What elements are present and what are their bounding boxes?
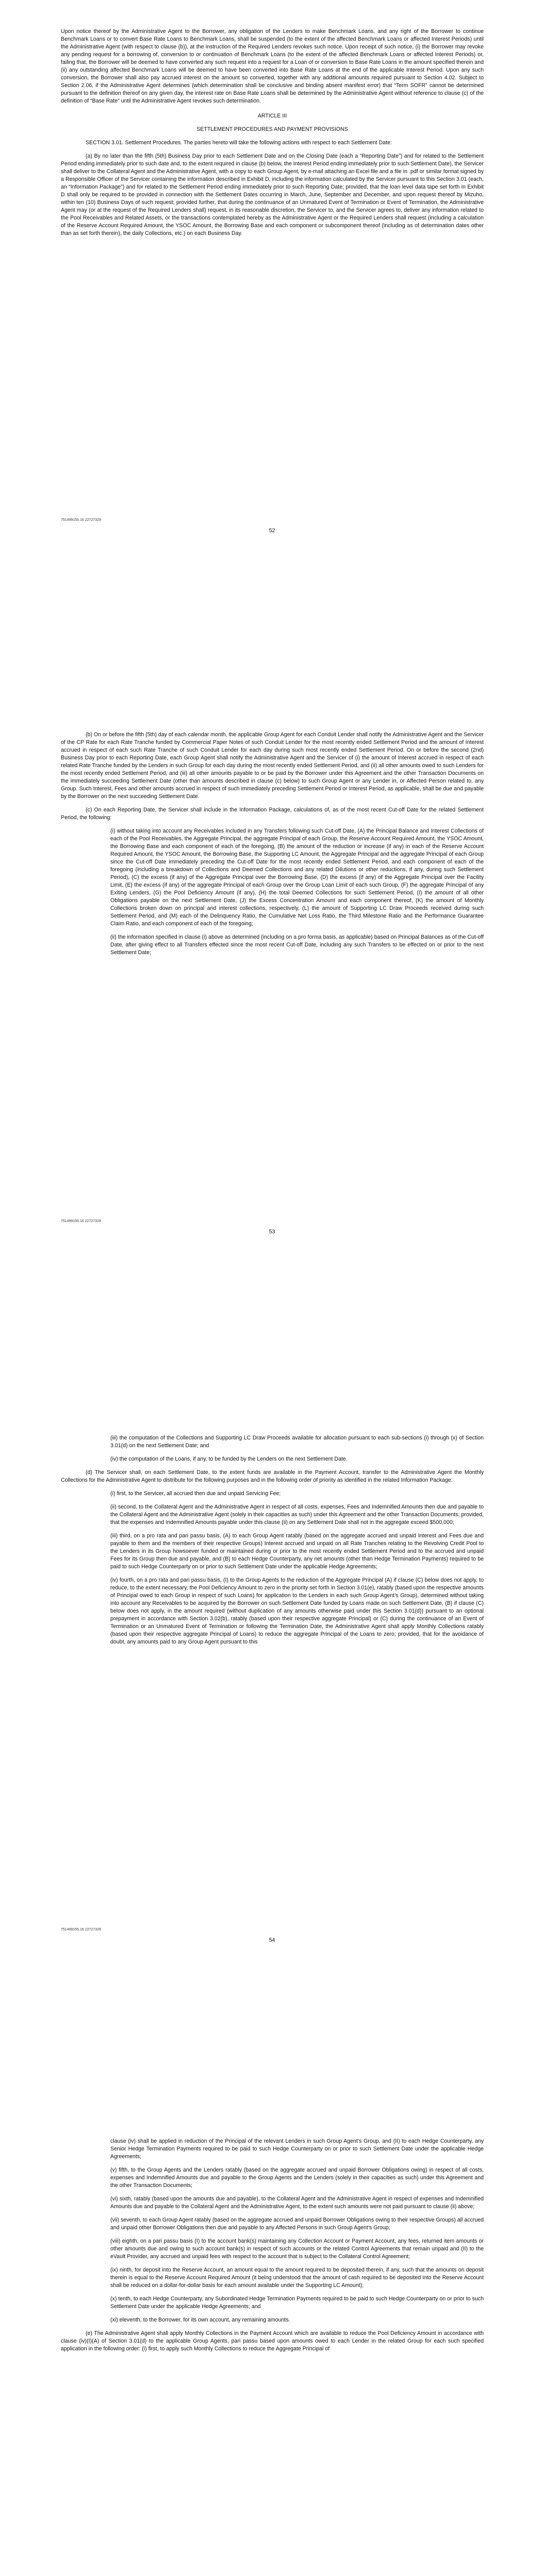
- article-title: SETTLEMENT PROCEDURES AND PAYMENT PROVISIONS: [196, 126, 348, 132]
- article-heading: ARTICLE III: [257, 113, 287, 119]
- subparagraph: (iii) the computation of the Collections and Supporting LC Draw Proceeds available for allocation pursuant to each sub-sections (i) through (x) of Section 3.01(d) on the next Settlement Date; and: [110, 1435, 484, 1449]
- paragraph: Upon notice thereof by the Administrative Agent to the Borrower, any obligation of the Lenders to make Benchmark Loans, and any right of the Borrower to continue Benchmark Loans or to convert Base Rate Loans to Benchmark Loans, shall be suspended (to the extent of the affected Benchmark Loans or affected Interest Periods) until the Administrative Agent (with respect to clause (b)), at the instruction of the Required Lenders revokes such notice. Upon receipt of such notice, (i) the Borrower may revoke any pending request for a borrowing of, conversion to or continuation of Benchmark Loans (to the extent of the affected Benchmark Loans or affected Interest Periods) or, failing that, the Borrower will be deemed to have converted any such request into a request for a Loan of or conversion to Base Rate Loans in the amount specified therein and (ii) any outstanding affected Benchmark Loans will be deemed to have been converted into Base Rate Loans at the end of the applicable Interest Period. Upon any such conversion, the Borrower shall also pay accrued interest on the amount so converted, together with any additional amounts required pursuant to Section 4.02. Subject to Section 2.06, if the Administrative Agent determines (which determination shall be conclusive and binding absent manifest error) that “Term SOFR” cannot be determined pursuant to the definition thereof on any given day, the interest rate on Base Rate Loans shall be determined by the Administrative Agent without reference to clause (c) of the definition of “Base Rate” until the Administrative Agent revokes such determination.: [61, 28, 484, 104]
- subparagraph: (vii) seventh, to each Group Agent ratably (based on the aggregate accrued and unpaid Borrower Obligations owing to their respective Groups) all accrued and unpaid other Borrower Obligations then due and payable to any Affected Persons in such Group Agent’s Group;: [110, 2217, 484, 2231]
- subparagraph: (ii) second, to the Collateral Agent and the Administrative Agent in respect of all costs, expenses, Fees and Indemnified Amounts then due and payable to the Collateral Agent and the Administrative Agent (solely in their capacities as such) under this Agreement and the other Transaction Documents; provided, that the expenses and Indemnified Amounts payable under this clause (ii) on any Settlement Date shall not in the aggregate exceed $500,000;: [110, 1504, 484, 1526]
- paragraph: (e) The Administrative Agent shall apply Monthly Collections in the Payment Account which are available to reduce the Pool Deficiency Amount in accordance with clause (iv)(I)(A) of Section 3.01(d) to the applicable Group Agents, pari passu based upon amounts owed to each Lender in the related Group for each such specified application in the following order: (i) first, to apply such Monthly Collections to reduce the Aggregate Principal of: [61, 2330, 484, 2352]
- paragraph: (b) On or before the fifth (5th) day of each calendar month, the applicable Group Agent for each Conduit Lender shall notify the Administrative Agent and the Servicer of the CP Rate for each Rate Tranche funded by Commercial Paper Notes of such Conduit Lender for the most recently ended Settlement Period and the amount of Interest accrued in respect of each such Rate Tranche of such Conduit Lender for each day during such most recently ended Settlement Period. On or before the second (2nd) Business Day prior to each Reporting Date, each Group Agent shall notify the Administrative Agent and the Servicer of (i) the amount of Interest accrued in respect of each related Rate Tranche funded by the Lenders in such Group for each day during the most recently ended Settlement Period, and (ii) all other amounts owed to such Lenders for the most recently ended Settlement Period, and (iii) all other amounts payable to or be paid by the Borrower under this Agreement and the other Transaction Documents on the immediately succeeding Settlement Date (other than amounts described in clause (c) below) to such Group Agent or any Lender in, or Affected Person related to, any Group. Such Interest, Fees and other amounts accrued in respect of such immediately preceding Settlement Period or Interest Period, as applicable, shall be due and payable by the Borrower on the next succeeding Settlement Date.: [61, 732, 484, 800]
- subparagraph: (i) first, to the Servicer, all accrued then due and unpaid Servicing Fee;: [110, 1490, 281, 1497]
- subparagraph: (iii) third, on a pro rata and pari passu basis, (A) to each Group Agent ratably (based on the aggregate accrued and unpaid Interest and Fees due and payable to them and the members of their respective Groups) Interest accrued and unpaid on all Rate Tranches relating to the Revolving Credit Pool to the Lenders in its Group howsoever funded or maintained during or prior to the most recently ended Settlement Period and to the accrued and unpaid Fees for its Group then due and payable, and (B) to each Hedge Counterparty, any net amounts (other than Hedge Termination Payments) required to be paid to such Hedge Counterparty on or prior to such Settlement Date under the applicable Hedge Agreements;: [110, 1533, 484, 1570]
- page-body: [61, 731, 484, 962]
- subparagraph: (iv) fourth, on a pro rata and pari passu basis, (I) to the Group Agents to the reduction of the Aggregate Principal (A) if clause (C) below does not apply, to reduce, to the extent necessary, the Pool Deficiency Amount to zero in the priority set forth in Section 3.01(e), ratably (based upon the respective amounts of Principal owed to each Group in respect of such Loans) for application to the Lenders in each such Group Agent’s Group), determined without taking into account any Receivables to be acquired by the Borrower on such Settlement Date funded by Loans made on such Settlement Date, (B) if clause (C) below does not apply, in the amount required (without duplication of any amounts otherwise paid under this Section 3.01(d)) pursuant to an optional prepayment in accordance with Section 3.02(b), ratably (based upon their respective aggregate Principal) or (C) during the continuance of an Event of Termination or an Unmatured Event of Termination or following the Termination Date, the Administrative Agent shall apply Monthly Collections ratably (based upon their respective aggregate Principal of Loans) to reduce the aggregate Principal of the Loans to zero; provided, that for the avoidance of doubt, any amounts paid to any Group Agent pursuant to this: [110, 1577, 484, 1645]
- paragraph: (d) The Servicer shall, on each Settlement Date, to the extent funds are available in the Payment Account, transfer to the Administrative Agent the Monthly Collections for the Administrative Agent to distribute for the following purposes and in the following order of priority as identified in the related Information Package:: [61, 1469, 484, 1483]
- document-page-54: [0, 1406, 544, 2110]
- subparagraph: (v) fifth, to the Group Agents and the Lenders ratably (based on the aggregate accrued and unpaid Borrower Obligations owing) in respect of all costs, expenses and Indemnified Amounts due and payable to the Group Agents and the Lenders (solely in their capacities as such) under this Agreement and the other Transaction Documents;: [110, 2167, 484, 2189]
- subparagraph: (i) without taking into account any Receivables included in any Transfers following such Cut-off Date, (A) the Principal Balance and Interest Collections of each of the Pool Receivables, the Aggregate Principal, the aggregate Principal of each Group, the Reserve Account Required Amount, the YSOC Amount, the Borrowing Base and each component of each of the foregoing, (B) the amount of the reduction or increase (if any) in each of the Reserve Account Required Amount, the YSOC Amount, the Borrowing Base, the Supporting LC Amount, the Aggregate Principal and the aggregate Principal of each Group since the Cut-off Date immediately preceding the Cut-off Date for the most recently ended Settlement Period, and each component of each of the foregoing (including a breakdown of Collections and Deemed Collections and any related Dilutions or other reductions, if any, during such Settlement Period), (C) the excess (if any) of the Aggregate Principal over the Borrowing Base, (D) the excess (if any) of the Aggregate Principal over the Facility Limit, (E) the excess (if any) of the aggregate Principal of each Group over the Group Loan Limit of each such Group, (F) the aggregate Principal of any Exiting Lenders, (G) the Pool Deficiency Amount (if any), (H) the total Deemed Collections for such Settlement Period, (I) the amount of all other Obligations payable on the next Settlement Date, (J) the Excess Concentration Amount and each component thereof, (K) the amount of Monthly Collections broken down on principal and interest collections, respectively, (L) the amount of Supporting LC Draw Proceeds received during such Settlement Period, and (M) each of the Delinquency Ratio, the Cumulative Net Loss Ratio, the Third Milestone Ratio and the Performance Guarantee Claim Ratio, and each component of each of the foregoing;: [110, 828, 484, 927]
- paragraph: (a) By no later than the fifth (5th) Business Day prior to each Settlement Date and on the Closing Date (each a “Reporting Date”) and for related to the Settlement Period ending immediately prior to such date and, to the extent required in clause (b) below, the Interest Period ending immediately prior to such Settlement Date), the Servicer shall deliver to the Collateral Agent and the Administrative Agent, with a copy to each Group Agent, by e-mail attaching an Excel file and a file in .pdf or similar format signed by a Responsible Officer of the Servicer containing the information described in Exhibit D, including the information calculated by the Servicer pursuant to this Section 3.01 (each, an “Information Package”) and for related to the Settlement Period ending immediately prior to such Reporting Date; provided, that the loan level data tape set forth in Exhibit D shall only be required to be provided in connection with the Settlement Dates occurring in March, June, September and December, and upon request thereof by Mizuho, within ten (10) Business Days of such request; provided further, that during the continuance of an Unmatured Event of Termination or Event of Termination, the Administrative Agent may (or at the request of the Required Lenders shall) request, in its reasonable discretion, the Servicer to, and the Servicer agrees to, deliver any information related to the Pool Receivables and Related Assets, or the transactions contemplated hereby as the Administrative Agent or the Required Lenders shall request (including a calculation of the Reserve Account Required Amount, the YSOC Amount, the Borrowing Base and each component or subcomponent thereof (including as of determination dates other than as set forth therein), the daily Collections, etc.) on each Business Day.: [61, 153, 484, 236]
- subparagraph: (ix) ninth, for deposit into the Reserve Account, an amount equal to the amount required to be deposited therein, if any, such that the amounts on deposit therein is equal to the Reserve Account Required Amount (it being understood that the amount of cash required to be deposited into the Reserve Account shall be reduced on a dollar-for-dollar basis for each amount available under the Supporting LC Amount);: [110, 2267, 484, 2289]
- subparagraph: (ii) the information specified in clause (i) above as determined (including on a pro forma basis, as applicable) based on Principal Balances as of the Cut-off Date, after giving effect to all Transfers effected since the most recent Cut-off Date, including any such Transfers to be effected on or prior to the next Settlement Date;: [110, 934, 484, 956]
- page-number: 52: [269, 528, 275, 534]
- subparagraph: (viii) eighth, on a pari passu basis (I) to the account bank(s) maintaining any Collection Account or Payment Account, any fees, returned item amounts or other amounts due and owing to such account bank(s) in respect of such accounts or the related Control Agreements that remain unpaid and (II) to the eVault Provider, any accrued and unpaid fees with respect to the account that is subject to the Collateral Control Agreement;: [110, 2238, 484, 2260]
- page-number: 53: [269, 1229, 275, 1235]
- subparagraph: clause (iv) shall be applied in reduction of the Principal of the relevant Lenders in such Group Agent’s Group, and (II) to each Hedge Counterparty, any Senior Hedge Termination Payments required to be paid to such Hedge Counterparty on or prior to such Settlement Date under the applicable Hedge Agreements;: [110, 2138, 484, 2160]
- subparagraph: (xi) eleventh, to the Borrower, for its own account, any remaining amounts.: [110, 2317, 290, 2323]
- document-page-53: [0, 703, 544, 1406]
- document-id: 751499155.16 22727329: [61, 1928, 101, 1931]
- page-body: [61, 28, 484, 243]
- subparagraph: (iv) the computation of the Loans, if any, to be funded by the Lenders on the next Settlement Date.: [110, 1456, 348, 1462]
- page-body: [61, 1434, 484, 1652]
- paragraph: (c) On each Reporting Date, the Servicer shall include in the Information Package, calculations of, as of the most recent Cut-off Date for the related Settlement Period, the following:: [61, 807, 484, 821]
- subparagraph: (x) tenth, to each Hedge Counterparty, any Subordinated Hedge Termination Payments required to be paid to such Hedge Counterparty on or prior to such Settlement Date under the applicable Hedge Agreements; and: [110, 2296, 484, 2310]
- document-page-55: [0, 2110, 544, 2576]
- page-body: [61, 2138, 484, 2359]
- section-intro: SECTION 3.01. Settlement Procedures. The parties hereto will take the following actions with respect to each Settlement Date:: [86, 140, 392, 146]
- document-page-52: [0, 0, 544, 703]
- document-id: 751499155.16 22727329: [61, 1219, 101, 1223]
- page-number: 54: [269, 1937, 275, 1943]
- subparagraph: (vi) sixth, ratably (based upon the amounts due and payable), to the Collateral Agent and the Administrative Agent in respect of expenses and Indemnified Amounts due and payable to the Collateral Agent and the Administrative Agent, to the extent such amounts were not paid pursuant to clause (ii) above;: [110, 2196, 484, 2210]
- document-id: 751499155.16 22727329: [61, 518, 101, 522]
